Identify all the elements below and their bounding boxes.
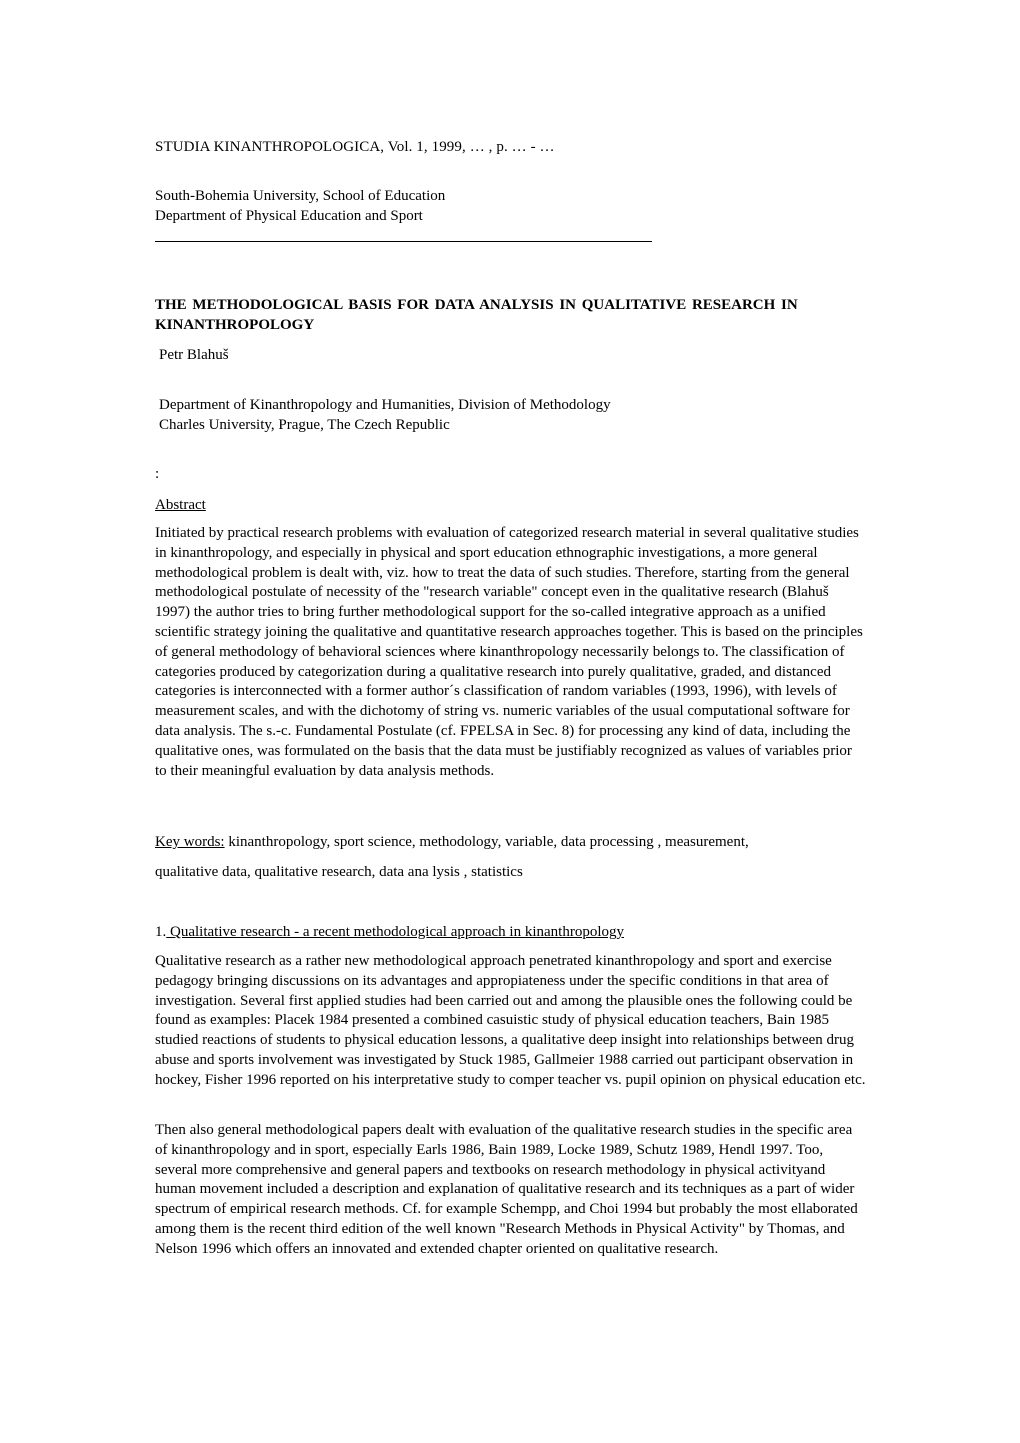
colon-mark: : [155,466,160,482]
section-1-title: Qualitative research - a recent methodological approach in kinanthropology [166,924,624,940]
abstract-text: Initiated by practical research problems with evaluation of categorized research material in several qualitative studies in kinanthropology, and especially in physical and sport education ethnographic investigations, a more general methodological problem is dealt with, viz. how to treat the data of such studies. Therefore, starting from the general methodological postulate of necessity of the "research variable" concept even in the qualitative research (Blahuš 1997) the author tries to bring further methodological support for the so-called integrative approach as a unified scientific strategy joining the qualitative and quantitative research approaches together. This is based on the principles of general methodology of behavioral sciences where kinanthropology necessarily belongs to. The classification of categories produced by categorization during a qualitative research into purely qualitative, graded, and distanced categories is interconnected with a former author´s classification of random variables (1993, 1996), with levels of measurement scales, and with the dichotomy of string vs. numeric variables of the usual computational software for data analysis. The s.-c. Fundamental Postulate (cf. FPELSA in Sec. 8) for processing any kind of data, including the qualitative ones, was formulated on the basis that the data must be justifiably recognized as values of variables prior to their meaningful evaluation by data analysis methods. [155,525,863,779]
article-title: THE METHODOLOGICAL BASIS FOR DATA ANALYSIS IN QUALITATIVE RESEARCH IN KINANTHROPOLOGY [155,297,798,333]
affiliation-department: Department of Physical Education and Sport [155,208,423,224]
paragraph-text: Qualitative research as a rather new methodological approach penetrated kinanthropology and sport and exercise pedagogy bringing discussions on its advantages and appropiateness under the specific conditions in that area of investigation. Several first applied studies had been carried out and among the plausible ones the following could be found as examples: Placek 1984 presented a combined casuistic study of physical education teachers, Bain 1985 studied reactions of students to physical education lessons, a qualitative deep insight into relationships between drug abuse and sports involvement was investigated by Stuck 1985, Gallmeier 1988 carried out participant observation in hockey, Fisher 1996 reported on his interpretative study to comper teacher vs. pupil opinion on physical education etc. [155,953,866,1088]
section-1-heading [155,922,624,942]
keywords-list-part1: kinanthropology, sport science, methodology, variable, data processing , measurement, [224,834,749,850]
keywords-list-part2: qualitative data, qualitative research, data ana lysis , statistics [155,864,523,880]
section-1-number: 1. [155,924,167,940]
author-name: Petr Blahuš [159,347,229,363]
journal-citation: STUDIA KINANTHROPOLOGICA, Vol. 1, 1999, … , p. … - … [155,139,555,155]
header-divider [155,241,652,242]
affiliation-university: South-Bohemia University, School of Education [155,188,446,204]
author-department: Department of Kinanthropology and Humanities, Division of Methodology [159,397,611,413]
section-1-paragraph-1 [155,952,867,1091]
author-university: Charles University, Prague, The Czech Republic [159,417,450,433]
abstract-heading: Abstract [155,497,206,513]
abstract-body [155,524,867,781]
paragraph-text: Then also general methodological papers dealt with evaluation of the qualitative research studies in the specific area of kinanthropology and in sport, especially Earls 1986, Bain 1989, Locke 1989, Schutz 1989, Hendl 1997. Too, several more comprehensive and general papers and textbooks on research methodology in physical activityand human movement included a description and explanation of qualitative research and its techniques as a part of wider spectrum of empirical research methods. Cf. for example Schempp, and Choi 1994 but probably the most ellaborated among them is the recent third edition of the well known "Research Methods in Physical Activity" by Thomas, and Nelson 1996 which offers an innovated and extended chapter oriented on qualitative research. [155,1122,858,1257]
keywords-line [155,832,749,852]
section-1-paragraph-2 [155,1121,867,1260]
keywords-label: Key words: [155,834,225,850]
